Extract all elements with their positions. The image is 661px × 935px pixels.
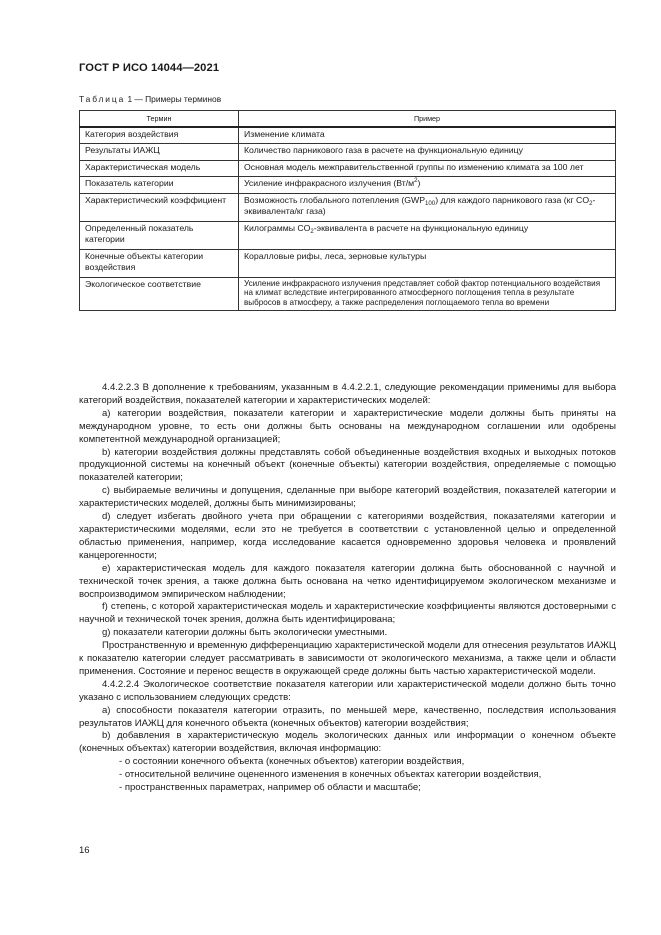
table-row [80, 277, 616, 311]
term-cell: Экологическое соответствие [80, 277, 239, 311]
example-text: Килограммы CO [244, 222, 311, 233]
terms-table [79, 110, 616, 311]
example-text: ) для каждого парникового газа (кг CO [435, 194, 590, 205]
example-text: ) [417, 178, 421, 189]
list-item-f: f) степень, с которой характеристическая модель и характеристические коэффициенты являются достоверными с научной и технической точек зрения, должна быть идентифицирована; [79, 601, 616, 626]
table-caption-prefix: Таблица [79, 94, 126, 104]
list-item-a: a) категории воздействия, показатели категории и характеристические модели должны быть приняты на международном уровне, то есть они должны быть основаны на международном соглашении или одобрены компетентной международной организацией; [79, 407, 616, 445]
subscript: 2 [310, 227, 314, 235]
body-text [79, 382, 616, 795]
example-cell: Коралловые рифы, леса, зерновые культуры [239, 249, 616, 277]
example-text: Возможность глобального потепления (GWP [244, 194, 426, 205]
term-cell: Категория воздействия [80, 127, 239, 144]
term-cell: Показатель категории [80, 177, 239, 193]
table-row [80, 177, 616, 193]
page-number: 16 [79, 845, 90, 856]
table-caption-text: 1 — Примеры терминов [125, 94, 222, 104]
table-row [80, 160, 616, 176]
term-cell: Результаты ИАЖЦ [80, 144, 239, 160]
subscript: 2 [589, 199, 593, 207]
term-cell: Характеристический коэффициент [80, 193, 239, 221]
term-cell: Определенный показатель категории [80, 221, 239, 249]
example-text: -эквивалента/кг газа) [244, 194, 596, 217]
example-cell: Усиление инфракрасного излучения представляет собой фактор потенциального воздействия на климат вследствие интегрированного атмосферного поглощения тепла в результате выбросов в атмосферу, а также распределения поглощаемого тепла во времени [239, 277, 616, 311]
table-row [80, 249, 616, 277]
example-cell [239, 221, 616, 249]
list-item-b2: b) добавления в характеристическую модель экологических данных или информации о конечном объекте (конечных объектах) категории воздействия, включая информацию: [79, 730, 616, 755]
table-header-row [80, 111, 616, 128]
example-cell: Количество парникового газа в расчете на функциональную единицу [239, 144, 616, 160]
term-cell: Характеристическая модель [80, 160, 239, 176]
table-row [80, 127, 616, 144]
example-text: Усиление инфракрасного излучения (Вт/м [244, 178, 415, 189]
document-header: ГОСТ Р ИСО 14044—2021 [79, 62, 220, 74]
example-text: -эквивалента в расчете на функциональную единицу [313, 222, 529, 233]
dash-item: - о состоянии конечного объекта (конечных объектов) категории воздействия, [119, 756, 465, 768]
superscript: 2 [414, 177, 418, 185]
list-item-c: c) выбираемые величины и допущения, сделанные при выборе категорий воздействия, показателей категории и характеристических моделей, должны быть минимизированы; [79, 485, 616, 510]
table-row [80, 221, 616, 249]
subscript: 100 [425, 199, 436, 207]
table-caption [79, 94, 221, 104]
list-item-d: d) следует избегать двойного учета при обращении с категориями воздействия, показателями категории и характеристическими моделями, если это не требуется в соответствии с установленной целью и определенной областью применения, например, когда исследование касается одновременно здоровья человека и проявлений канцерогенности; [79, 511, 616, 561]
paragraph-differentiation: Пространственную и временную дифференциацию характеристической модели для отнесения результатов ИАЖЦ к показателю категории следует рассматривать в зависимости от экологического механизма, а также цели и области применения. Состояние и перенос веществ в окружающей среде должны быть частью характеристической модели. [79, 640, 616, 677]
paragraph-4-4-2-2-4: 4.4.2.2.4 Экологическое соответствие показателя категории или характеристической модели должно быть точно указано с использованием следующих средств: [79, 678, 616, 703]
dash-item: - относительной величине оцененного изменения в конечных объектах категории воздействия, [119, 769, 542, 781]
column-header-term: Термин [80, 111, 239, 128]
list-item-e: e) характеристическая модель для каждого показателя категории должна быть обоснованной с научной и технической точек зрения, а также должна быть основана на четко идентифицируемом экологическом механизме и воспроизводимом эмпирическом наблюдении; [79, 562, 616, 600]
list-item-a2: a) способности показателя категории отразить, по меньшей мере, качественно, последствия использования результатов ИАЖЦ для конечного объекта (конечных объектов) категории воздействия; [79, 704, 616, 729]
example-cell: Изменение климата [239, 127, 616, 144]
term-cell: Конечные объекты категории воздействия [80, 249, 239, 277]
table-row [80, 193, 616, 221]
table-row [80, 144, 616, 160]
dash-item: - пространственных параметрах, например об области и масштабе; [119, 782, 421, 794]
list-item-g: g) показатели категории должны быть экологически уместными. [102, 627, 388, 639]
example-cell: Основная модель межправительственной группы по изменению климата за 100 лет [239, 160, 616, 176]
example-cell [239, 177, 616, 193]
example-cell [239, 193, 616, 221]
column-header-example: Пример [239, 111, 616, 128]
paragraph-4-4-2-2-3: 4.4.2.2.3 В дополнение к требованиям, указанным в 4.4.2.2.1, следующие рекомендации применимы для выбора категорий воздействия, показателей категории и характеристических моделей: [79, 382, 616, 406]
list-item-b: b) категории воздействия должны представлять собой объединенные воздействия входных и выходных потоков продукционной системы на конечный объект (конечные объекты) категории воздействия, определяемые с помощью показателей категории; [79, 446, 616, 484]
